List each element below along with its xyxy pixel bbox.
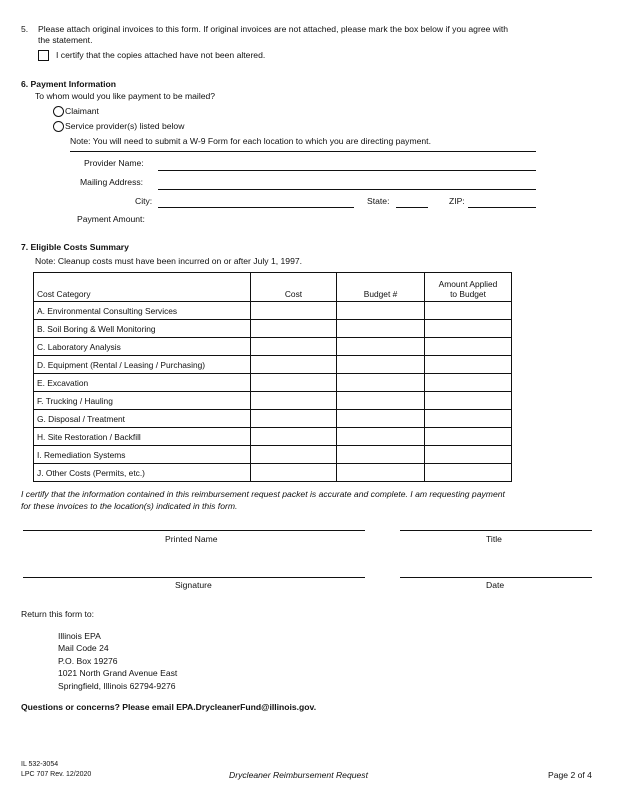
applied-input[interactable] <box>425 320 512 338</box>
footer-code-2: LPC 707 Rev. 12/2020 <box>21 771 92 778</box>
address-line: Illinois EPA <box>58 631 101 641</box>
col-amount-applied <box>425 273 512 302</box>
col-cost: Cost <box>251 273 337 302</box>
printed-name-label: Printed Name <box>165 534 218 544</box>
service-provider-label: Service provider(s) listed below <box>65 121 185 131</box>
section5-number: 5. <box>21 24 29 34</box>
budget-input[interactable] <box>337 428 425 446</box>
cost-input[interactable] <box>251 320 337 338</box>
provider-name-field[interactable] <box>158 170 536 171</box>
payment-amount-label: Payment Amount: <box>77 214 145 224</box>
category-cell: A. Environmental Consulting Services <box>34 302 251 320</box>
applied-input[interactable] <box>425 302 512 320</box>
applied-input[interactable] <box>425 410 512 428</box>
applied-input[interactable] <box>425 446 512 464</box>
footer-title: Drycleaner Reimbursement Request <box>229 770 368 780</box>
cost-input[interactable] <box>251 428 337 446</box>
category-cell: E. Excavation <box>34 374 251 392</box>
title-field[interactable] <box>400 530 592 531</box>
payment-question: To whom would you like payment to be mailed? <box>35 91 216 101</box>
applied-input[interactable] <box>425 338 512 356</box>
certify-copies-checkbox[interactable] <box>38 50 49 61</box>
budget-input[interactable] <box>337 392 425 410</box>
table-row <box>34 446 512 464</box>
cost-input[interactable] <box>251 356 337 374</box>
table-row <box>34 320 512 338</box>
cost-input[interactable] <box>251 446 337 464</box>
section5-text: Please attach original invoices to this form. If original invoices are not attached, please mark the box below if you agree with <box>38 24 509 34</box>
date-label: Date <box>486 580 505 590</box>
printed-name-field[interactable] <box>23 530 365 531</box>
costs-note: Note: Cleanup costs must have been incurred on or after July 1, 1997. <box>35 256 303 266</box>
cost-input[interactable] <box>251 338 337 356</box>
certification-text: I certify that the information contained in this reimbursement request packet is accurate and complete. I am requesting payment <box>21 489 505 499</box>
applied-input[interactable] <box>425 356 512 374</box>
service-provider-radio[interactable] <box>53 121 64 132</box>
budget-input[interactable] <box>337 410 425 428</box>
return-label: Return this form to: <box>21 609 95 619</box>
budget-input[interactable] <box>337 302 425 320</box>
certify-copies-label: I certify that the copies attached have not been altered. <box>56 50 266 60</box>
signature-field[interactable] <box>23 577 365 578</box>
address-line: 1021 North Grand Avenue East <box>58 668 178 678</box>
cost-input[interactable] <box>251 374 337 392</box>
cost-input[interactable] <box>251 302 337 320</box>
table-row <box>34 356 512 374</box>
signature-label: Signature <box>175 580 212 590</box>
separator <box>70 151 536 152</box>
title-label: Title <box>486 534 502 544</box>
cost-input[interactable] <box>251 464 337 482</box>
city-label: City: <box>135 196 153 206</box>
section7-heading: 7. Eligible Costs Summary <box>21 242 129 252</box>
w9-note: Note: You will need to submit a W-9 Form for each location to which you are directing payment. <box>70 136 431 146</box>
table-header-row <box>34 273 512 302</box>
claimant-radio[interactable] <box>53 106 64 117</box>
date-field[interactable] <box>400 577 592 578</box>
cost-input[interactable] <box>251 410 337 428</box>
applied-input[interactable] <box>425 392 512 410</box>
claimant-label: Claimant <box>65 106 99 116</box>
budget-input[interactable] <box>337 374 425 392</box>
page-number: Page 2 of 4 <box>548 770 592 780</box>
mailing-address-field[interactable] <box>158 189 536 190</box>
applied-input[interactable] <box>425 428 512 446</box>
col-amount-applied-line2: to Budget <box>450 289 486 299</box>
category-cell: D. Equipment (Rental / Leasing / Purchasing) <box>34 356 251 374</box>
footer-code-1: IL 532-3054 <box>21 761 59 768</box>
category-cell: H. Site Restoration / Backfill <box>34 428 251 446</box>
section5-text-cont: the statement. <box>38 35 93 45</box>
provider-name-label: Provider Name: <box>84 158 144 168</box>
section6-heading: 6. Payment Information <box>21 79 117 89</box>
zip-field[interactable] <box>468 207 536 208</box>
cost-input[interactable] <box>251 392 337 410</box>
col-amount-applied-line1: Amount Applied <box>438 279 498 289</box>
table-row <box>34 464 512 482</box>
budget-input[interactable] <box>337 446 425 464</box>
certification-text-cont: for these invoices to the location(s) indicated in this form. <box>21 501 238 511</box>
budget-input[interactable] <box>337 464 425 482</box>
table-row <box>34 374 512 392</box>
table-row <box>34 392 512 410</box>
category-cell: C. Laboratory Analysis <box>34 338 251 356</box>
budget-input[interactable] <box>337 320 425 338</box>
table-row <box>34 428 512 446</box>
category-cell: B. Soil Boring & Well Monitoring <box>34 320 251 338</box>
address-line: Mail Code 24 <box>58 643 109 653</box>
mailing-address-label: Mailing Address: <box>80 177 144 187</box>
state-label: State: <box>367 196 390 206</box>
address-line: Springfield, Illinois 62794-9276 <box>58 681 176 691</box>
category-cell: G. Disposal / Treatment <box>34 410 251 428</box>
eligible-costs-table <box>33 272 512 482</box>
category-cell: I. Remediation Systems <box>34 446 251 464</box>
questions-contact: Questions or concerns? Please email EPA.DrycleanerFund@illinois.gov. <box>21 702 317 712</box>
zip-label: ZIP: <box>449 196 465 206</box>
category-cell: J. Other Costs (Permits, etc.) <box>34 464 251 482</box>
category-cell: F. Trucking / Hauling <box>34 392 251 410</box>
table-row <box>34 302 512 320</box>
budget-input[interactable] <box>337 338 425 356</box>
col-budget-number: Budget # <box>337 273 425 302</box>
table-row <box>34 410 512 428</box>
budget-input[interactable] <box>337 356 425 374</box>
city-field[interactable] <box>158 207 354 208</box>
applied-input[interactable] <box>425 464 512 482</box>
address-line: P.O. Box 19276 <box>58 656 118 666</box>
table-row <box>34 338 512 356</box>
applied-input[interactable] <box>425 374 512 392</box>
state-field[interactable] <box>396 207 428 208</box>
col-cost-category: Cost Category <box>34 273 251 302</box>
